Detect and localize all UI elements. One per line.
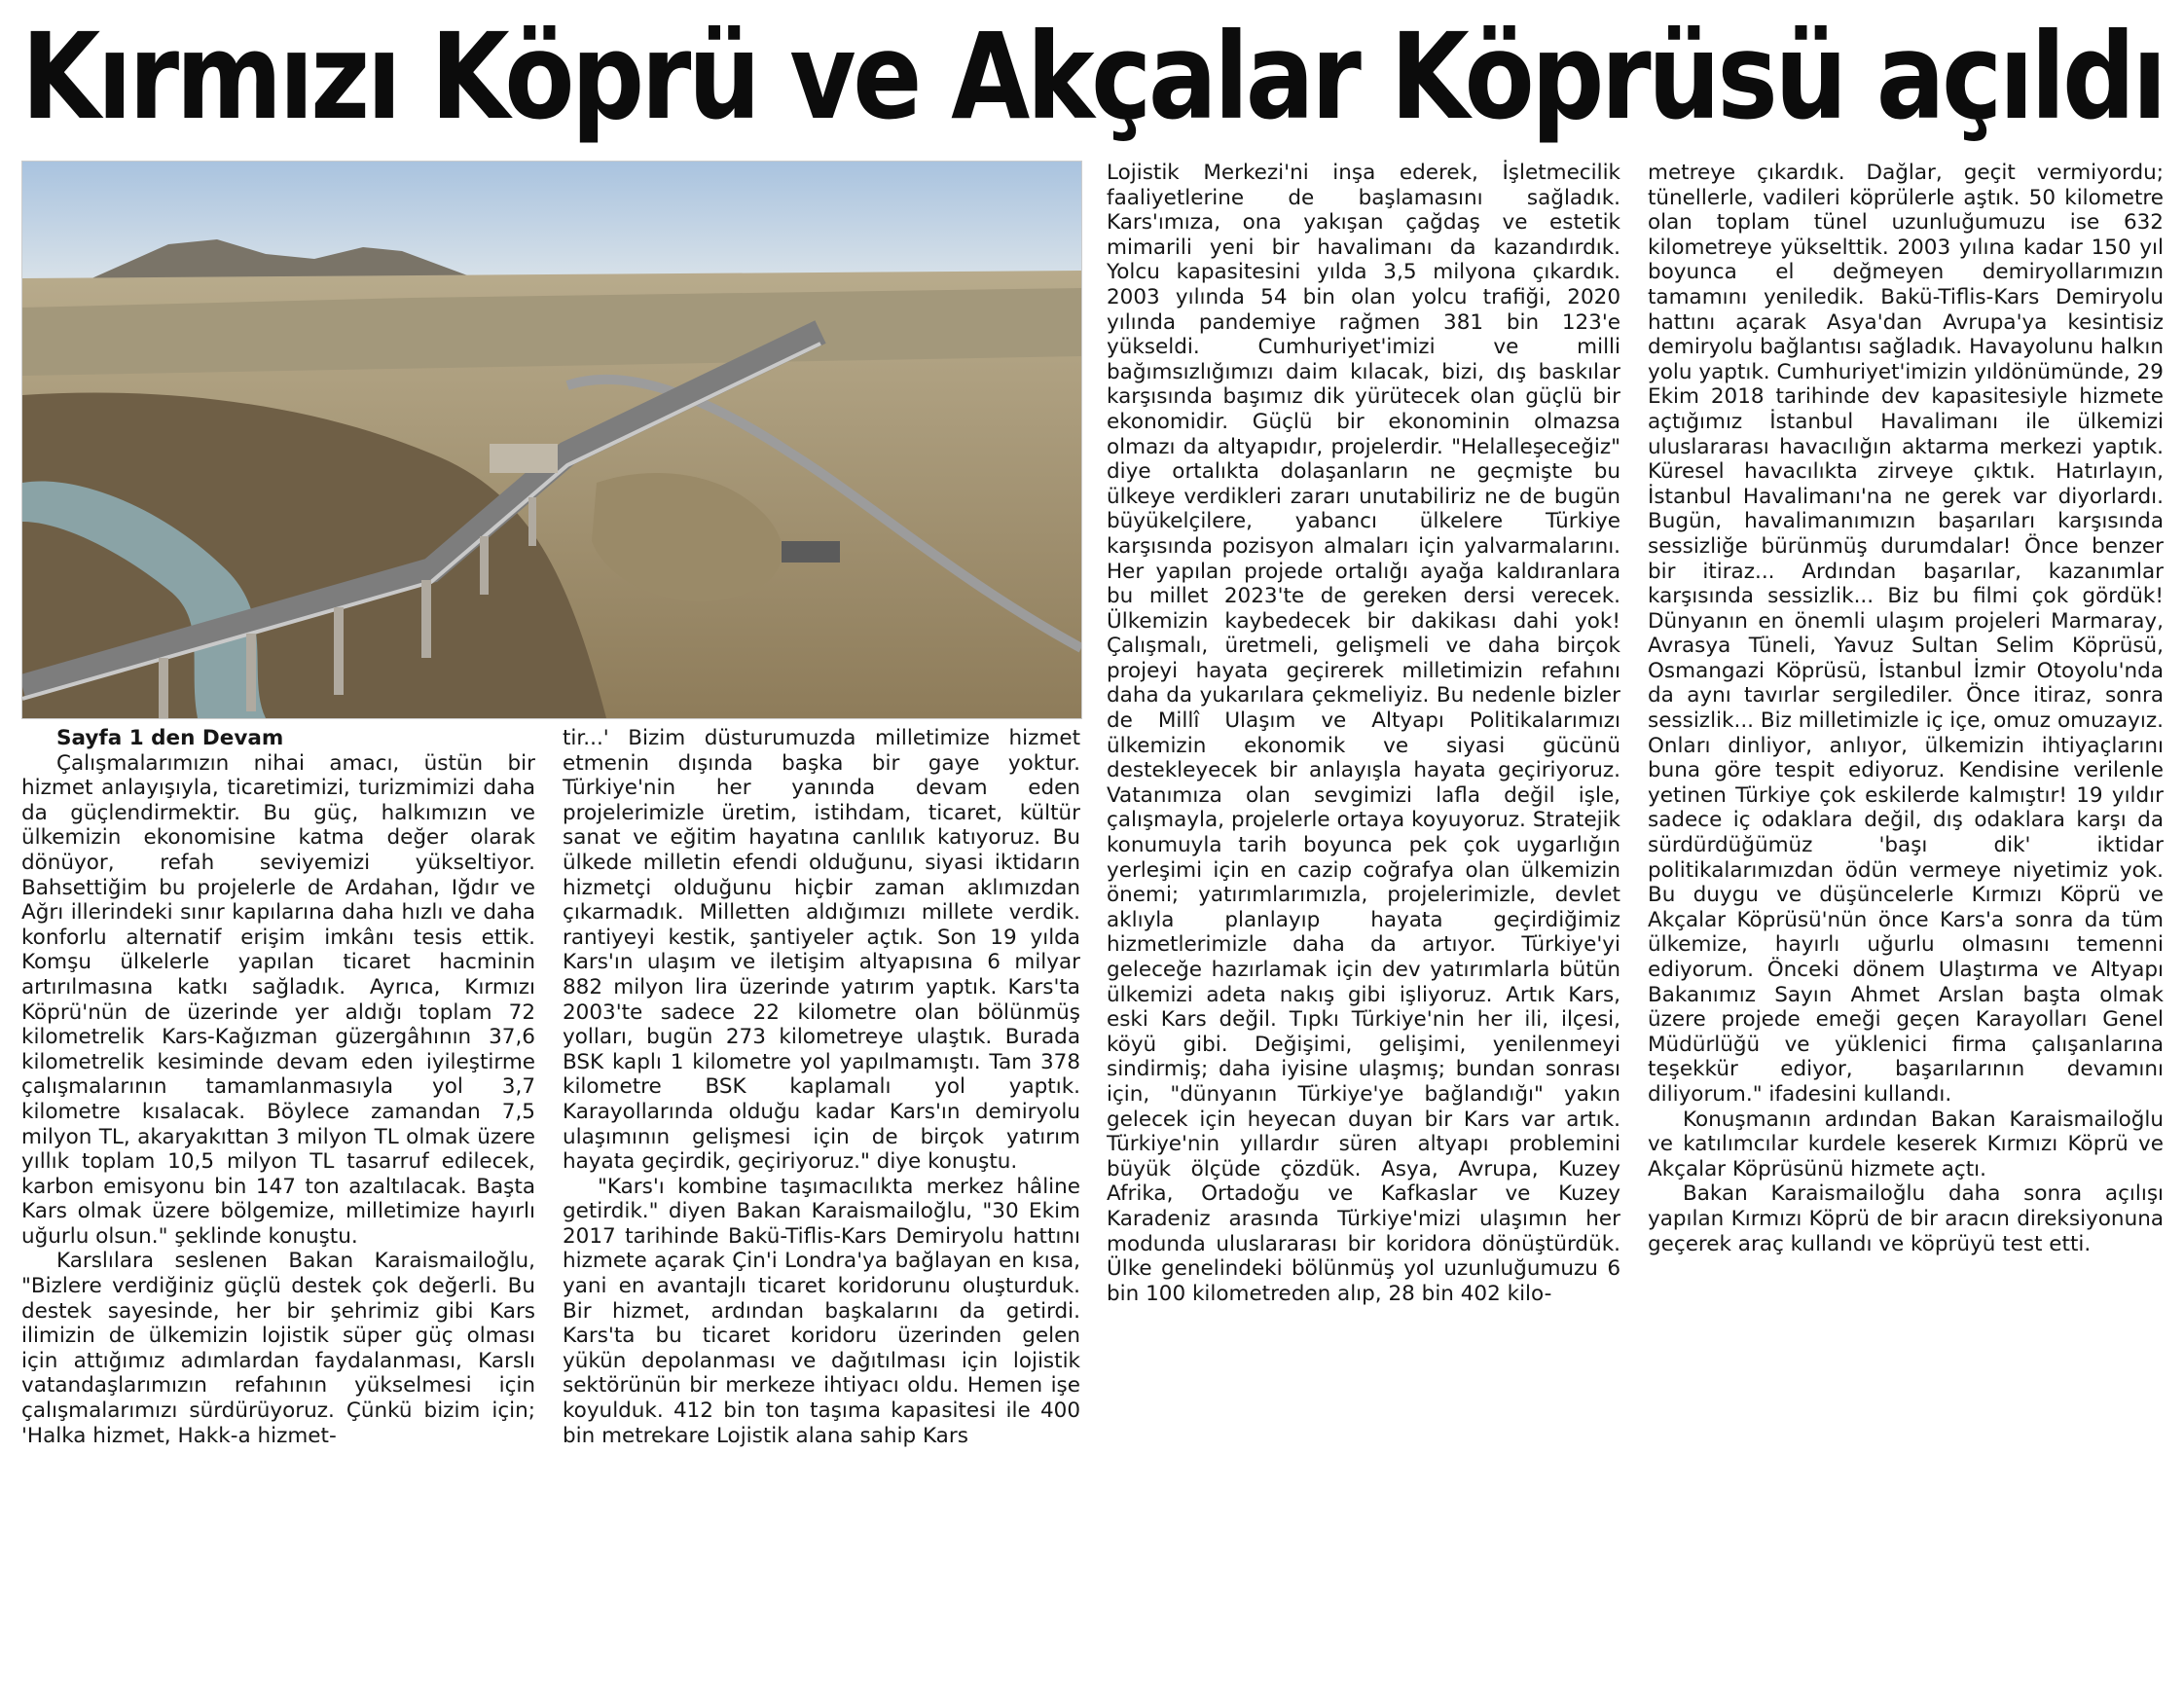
column-4 — [1648, 161, 2164, 1256]
paragraph: Çalışmalarımızın nihai amacı, üstün bir hizmet anlayışıyla, ticaretimizi, turizmimizi daha da güçlendirmektir. Bu güç, halkımızın ve ülkemizin ekonomisine katma değer olarak dönüyor, refah seviyemizi yükseltiyor. Bahsettiğim bu projelerle de Ardahan, Iğdır ve Ağrı illerindeki sınır kapılarına daha hızlı ve daha konforlu alternatif erişim imkânı tesis ettik. Komşu ülkelerle yapılan ticaret hacminin artırılmasına katkı sağladık. Ayrıca, Kırmızı Köprü'nün de üzerinde yer aldığı toplam 72 kilometrelik Kars-Kağızman güzergâhının 37,6 kilometrelik kesiminde devam eden iyileştirme çalışmalarının tamamlanmasıyla yol 3,7 kilometre kısalacak. Böylece zamandan 7,5 milyon TL, akaryakıttan 3 milyon TL olmak üzere yıllık toplam 10,5 milyon TL tasarruf edilecek, karbon emisyonu bin 147 ton azaltılacak. Başta Kars olmak üzere bölgemize, milletimize hayırlı uğurlu olsun." şeklinde konuştu. — [21, 750, 535, 1249]
paragraph: Konuşmanın ardından Bakan Karaismailoğlu ve katılımcılar kurdele keserek Kırmızı Köprü ve Akçalar Köprüsünü hizmete açtı. — [1648, 1107, 2164, 1181]
column-2 — [563, 726, 1080, 1448]
paragraph: Lojistik Merkezi'ni inşa ederek, İşletmecilik faaliyetlerine de başlamasını sağladık. Kars'ımıza, ona yakışan çağdaş ve estetik mimarili yeni bir havalimanı da kazandırdık. Yolcu kapasitesini yılda 3,5 milyona çıkardık. 2003 yılında 54 bin olan yolcu trafiği, 2020 yılında pandemiye rağmen 381 bin 123'e yükseldi. Cumhuriyet'imizi ve milli bağımsızlığımızı daim kılacak, bizi, dış baskılar karşısında başımız dik yürütecek olan güçlü bir ekonomidir. Güçlü bir ekonominin olmazsa olmazı da altyapıdır, projelerdir. "Helalleşeceğiz" diye ortalıkta dolaşanların ne geçmişte bu ülkeye verdikleri zararı unutabiliriz ne de bugün büyükelçilere, yabancı ülkelere Türkiye karşısında pozisyon almaları için yalvarmalarını. Her yapılan projede ortalığı ayağa kaldıranlara bu millet 2023'te de gereken dersi verecek. Ülkemizin kaybedecek bir dakikası dahi yok! Çalışmalı, üretmeli, gelişmeli ve daha birçok projeyi hayata geçirerek milletimizin refahını daha da yukarılara çekmeliyiz. Bu nedenle bizler de Millî Ulaşım ve Altyapı Politikalarımızı ülkemizin ekonomik ve siyasi gücünü destekleyecek bir anlayışla hayata geçiriyoruz. Vatanımıza olan sevgimizi lafla değil işle, çalışmayla, projelerle ortaya koyuyoruz. Stratejik konumuyla tarih boyunca pek çok uygarlığın yerleşimi için en cazip coğrafya olan ülkemizin önemi; yatırımlarımızla, projelerimizle, devlet aklıyla planlayıp hayata geçirdiğimiz hizmetlerimizle daha da artıyor. Türkiye'yi geleceğe hazırlamak için dev yatırımlarla bütün ülkemizi adeta nakış gibi işliyoruz. Artık Kars, eski Kars değil. Tıpkı Türkiye'nin her ili, ilçesi, köyü gibi. Değişimi, gelişimi, yenilenmeyi sindirmiş; daha iyisine ulaşmış; bundan sonrası için, "dünyanın Türkiye'ye bağlandığı" yakın gelecek için heyecan duyan bir Kars var artık. Türkiye'nin yıllardır süren altyapı problemini büyük ölçüde çözdük. Asya, Avrupa, Kuzey Afrika, Ortadoğu ve Kafkaslar ve Kuzey Karadeniz arasında Türkiye'mizi ulaşımın her modunda uluslararası bir koridora dönüştürdük. Ülke genelindeki bölünmüş yol uzunluğumuzu 6 bin 100 kilometreden alıp, 28 bin 402 kilo- — [1107, 161, 1620, 1306]
paragraph: tir...' Bizim düsturumuzda milletimize hizmet etmenin dışında başka bir gaye yoktur. Türkiye'nin her yanında devam eden projelerimizle üretim, istihdam, ticaret, kültür sanat ve eğitim hayatına canlılık katıyoruz. Bu ülkede milletin efendi olduğunu, siyasi iktidarın hizmetçi olduğunu hiçbir zaman aklımızdan çıkarmadık. Milletten aldığımızı millete verdik. rantiyeyi kestik, şantiyeler açtık. Son 19 yılda Kars'ın ulaşım ve iletişim altyapısına 6 milyar 882 milyon lira üzerinde yatırım yaptık. Kars'ta 2003'te sadece 22 kilometre olan bölünmüş yolları, bugün 273 kilometreye ulaştık. Burada BSK kaplı 1 kilometre yol yapılmamıştı. Tam 378 kilometre BSK kaplamalı yol yaptık. Karayollarında olduğu kadar Kars'ın demiryolu ulaşımının gelişmesi için de birçok yatırım hayata geçirdik, geçiriyoruz." diye konuştu. — [563, 726, 1080, 1175]
paragraph: "Kars'ı kombine taşımacılıkta merkez hâline getirdik." diyen Bakan Karaismailoğlu, "30 Ekim 2017 tarihinde Bakü-Tiflis-Kars Demiryolu hattını hizmete açarak Çin'i Londra'ya bağlayan en kısa, yani en avantajlı ticaret koridorunu oluşturduk. Bir hizmet, ardından başkalarını da getirdi. Kars'ta bu ticaret koridoru üzerinden gelen yükün depolanması ve dağıtılması için lojistik sektörünün bir merkeze ihtiyacı oldu. Hemen işe koyulduk. 412 bin ton taşıma kapasitesi ile 400 bin metrekare Lojistik alana sahip Kars — [563, 1174, 1080, 1448]
kicker-continued-from-page-1: Sayfa 1 den Devam — [56, 726, 284, 750]
headline: Kırmızı Köprü ve Akçalar Köprüsü açıldı — [21, 8, 2165, 146]
column-1 — [21, 726, 535, 1448]
paragraph: Karslılara seslenen Bakan Karaismailoğlu, "Bizlere verdiğiniz güçlü destek çok değerli. Bu destek sayesinde, her bir şehrimiz gibi Kars ilimizin de ülkemizin lojistik süper güç olması için attığımız adımlardan faydalanması, Karslı vatandaşlarımızın refahının yükselmesi için çalışmalarımızı sürdürüyoruz. Çünkü bizim için; 'Halka hizmet, Hakk-a hizmet- — [21, 1249, 535, 1448]
column-3 — [1107, 161, 1620, 1306]
paragraph: metreye çıkardık. Dağlar, geçit vermiyordu; tünellerle, vadileri köprülerle aştık. 50 kilometre olan toplam tünel uzunluğumuzu ise 632 kilometreye yükselttik. 2003 yılına kadar 150 yıl boyunca el değmeyen demiryollarımızın tamamını yeniledik. Bakü-Tiflis-Kars Demiryolu hattını açarak Asya'dan Avrupa'ya kesintisiz demiryolu bağlantısı sağladık. Havayolunu halkın yolu yaptık. Cumhuriyet'imizin yıldönümünde, 29 Ekim 2018 tarihinde dev kapasitesiyle hizmete açtığımız İstanbul Havalimanı ile ülkemizi uluslararası havacılığın aktarma merkezi yaptık. Küresel havacılıkta zirveye çıktık. Hatırlayın, İstanbul Havalimanı'na ne gerek var diyorlardı. Bugün, havalimanımızın başarıları karşısında sessizliğe bürünmüş durumdalar! Önce benzer bir itiraz... Ardından başarılar, kazanımlar karşısında sessizlik... Biz bu filmi çok gördük! Dünyanın en önemli ulaşım projeleri Marmaray, Avrasya Tüneli, Yavuz Sultan Selim Köprüsü, Osmangazi Köprüsü, İstanbul İzmir Otoyolu'nda da aynı tavırlar sergilediler. Önce itiraz, sonra sessizlik... Biz milletimizle iç içe, omuz omuzayız. Onları dinliyor, anlıyor, ülkemizin ihtiyaçlarını buna göre tespit ediyoruz. Kendisine verilenle yetinen Türkiye çok eskilerde kalmıştır! 19 yıldır sadece iç odaklara değil, dış odaklara karşı da sürdürdüğümüz 'başı dik' iktidar politikalarımızdan ödün vermeye niyetimiz yok. Bu duygu ve düşüncelerle Kırmızı Köprü ve Akçalar Köprüsü'nün önce Kars'a sonra da tüm ülkemize, hayırlı uğurlu olmasını temenni ediyorum. Önceki dönem Ulaştırma ve Altyapı Bakanımız Sayın Ahmet Arslan başta olmak üzere projede emeği geçen Karayolları Genel Müdürlüğü ve yüklenici firma çalışanlarına teşekkür ediyor, başarılarının devamını diliyorum." ifadesini kullandı. — [1648, 161, 2164, 1107]
paragraph: Bakan Karaismailoğlu daha sonra açılışı yapılan Kırmızı Köprü de bir aracın direksiyonuna geçerek araç kullandı ve köprüyü test etti. — [1648, 1181, 2164, 1256]
bridge-photo — [21, 161, 1082, 719]
